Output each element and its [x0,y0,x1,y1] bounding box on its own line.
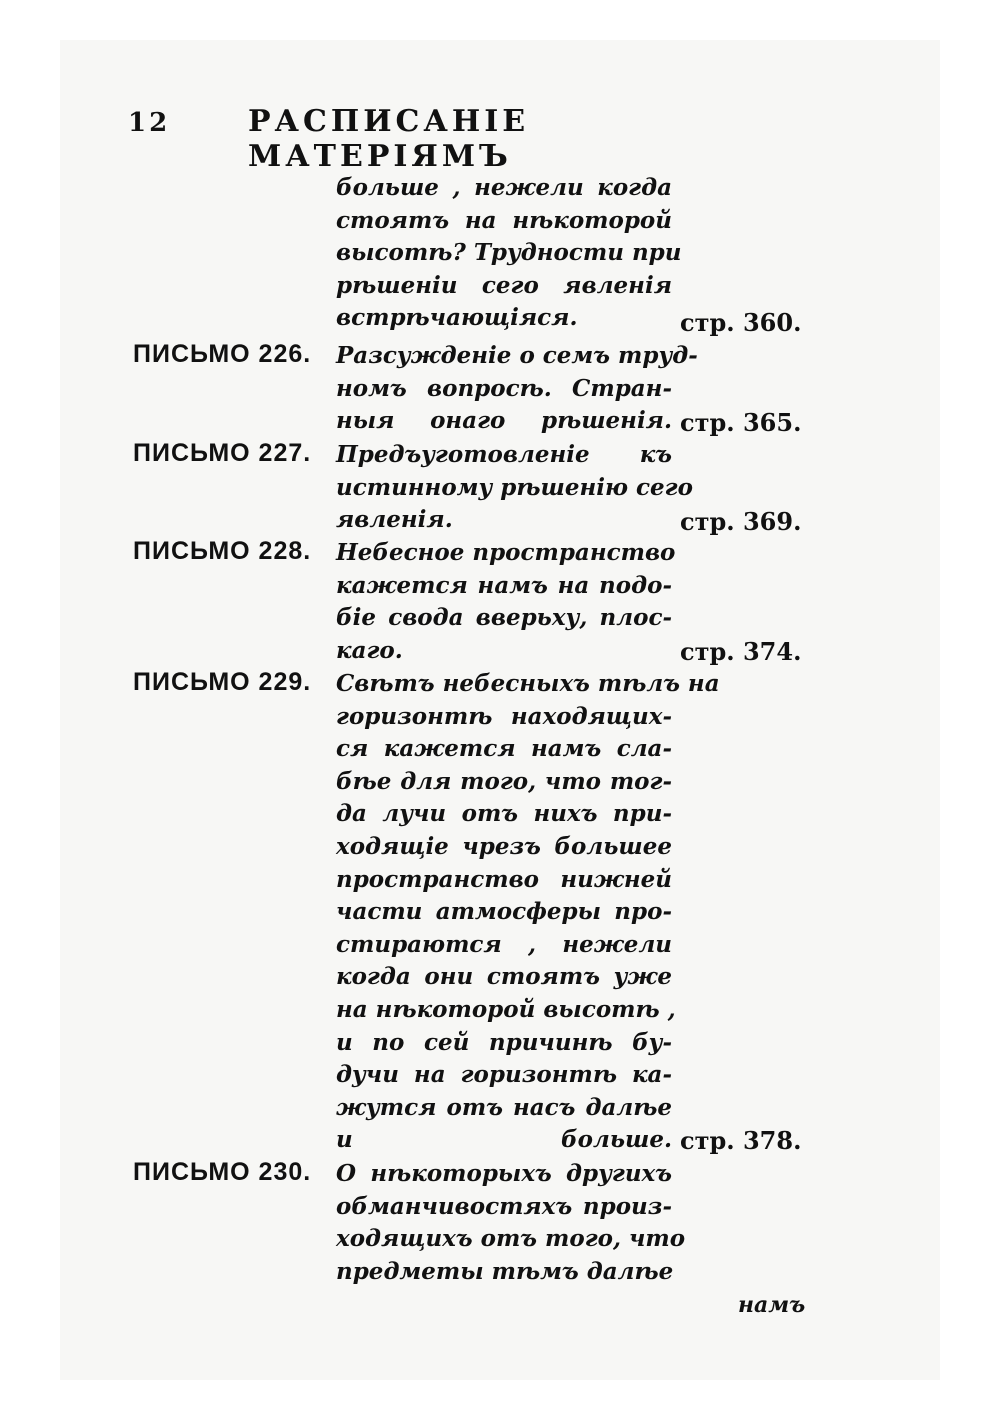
page-number: 12 [128,108,171,138]
entry-description [336,172,682,335]
entry-line: стоятъ на нѣкоторой [336,206,672,234]
entry-label: ПИСЬМО 228. [133,537,312,565]
entry-line: горизонтѣ находящих- [336,702,672,730]
entry-line: дучи на горизонтѣ ка- [336,1061,672,1089]
entry-line: пространство нижней [336,865,672,893]
page-header [128,104,748,174]
entry-line: да лучи отъ нихъ при- [336,800,672,828]
entry-page-ref: стр. 360. [680,308,802,337]
entry-line: больше , нежели когда [336,174,672,201]
entry-line: и по сей причинѣ бу- [336,1028,672,1056]
entry-line: высотѣ? Трудности при [336,239,682,267]
entry-page-ref: стр. 378. [680,1126,802,1155]
entry-label: ПИСЬМО 230. [133,1158,312,1186]
entry-line: истинному рѣшенію сего [336,473,693,501]
entry-line: Свѣтъ небесныхъ тѣлъ на [336,670,720,697]
entry-line: когда они стоятъ уже [336,963,672,991]
entry-description [336,537,676,667]
entry-line: бѣе для того, что тог- [336,767,672,795]
entry-line: каго. [336,636,403,664]
entry-page-ref: стр. 365. [680,408,802,437]
entry-description [336,1158,686,1288]
entry-line: предметы тѣмъ далѣе [336,1257,674,1285]
entry-line: Разсужденіе о семъ труд- [336,342,698,369]
entry-description [336,340,698,438]
entry-line: Небесное пространство [336,539,676,566]
entry-line: ся кажется намъ сла- [336,735,672,763]
entry-line: номъ вопросѣ. Стран- [336,374,672,402]
entry-description [336,439,693,537]
entry-line: рѣшеніи сего явленія [336,271,672,299]
entry-line: ходящіе чрезъ большее [336,832,672,860]
entry-line: кажется намъ на подо- [336,571,672,599]
entry-line: части атмосферы про- [336,898,672,926]
entry-line: Предъуготовленіе къ [336,441,672,468]
entry-line: на нѣкоторой высотѣ , [336,995,676,1023]
running-title: РАСПИСАНІЕ МАТЕРІЯМЪ [248,104,530,174]
entry-line: біе свода вверьху, плос- [336,604,672,632]
entry-label: ПИСЬМО 226. [133,340,312,368]
entry-line: жутся отъ насъ далѣе [336,1093,672,1121]
entry-page-ref: стр. 369. [680,507,802,536]
entry-line: обманчивостяхъ произ- [336,1192,672,1220]
entry-label: ПИСЬМО 227. [133,439,312,467]
entry-line: явленія. [336,506,453,534]
entry-line: О нѣкоторыхъ другихъ [336,1160,672,1187]
catchword: намъ [738,1292,806,1318]
entry-description [336,668,720,1157]
entry-line: и больше. [336,1126,672,1154]
entry-line: ныя онаго рѣшенія. [336,407,672,435]
entry-line: стираются , нежели [336,930,672,958]
entry-page-ref: стр. 374. [680,637,802,666]
entry-line: встрѣчающіяся. [336,304,578,332]
entry-label: ПИСЬМО 229. [133,668,312,696]
entry-line: ходящихъ отъ того, что [336,1225,686,1253]
